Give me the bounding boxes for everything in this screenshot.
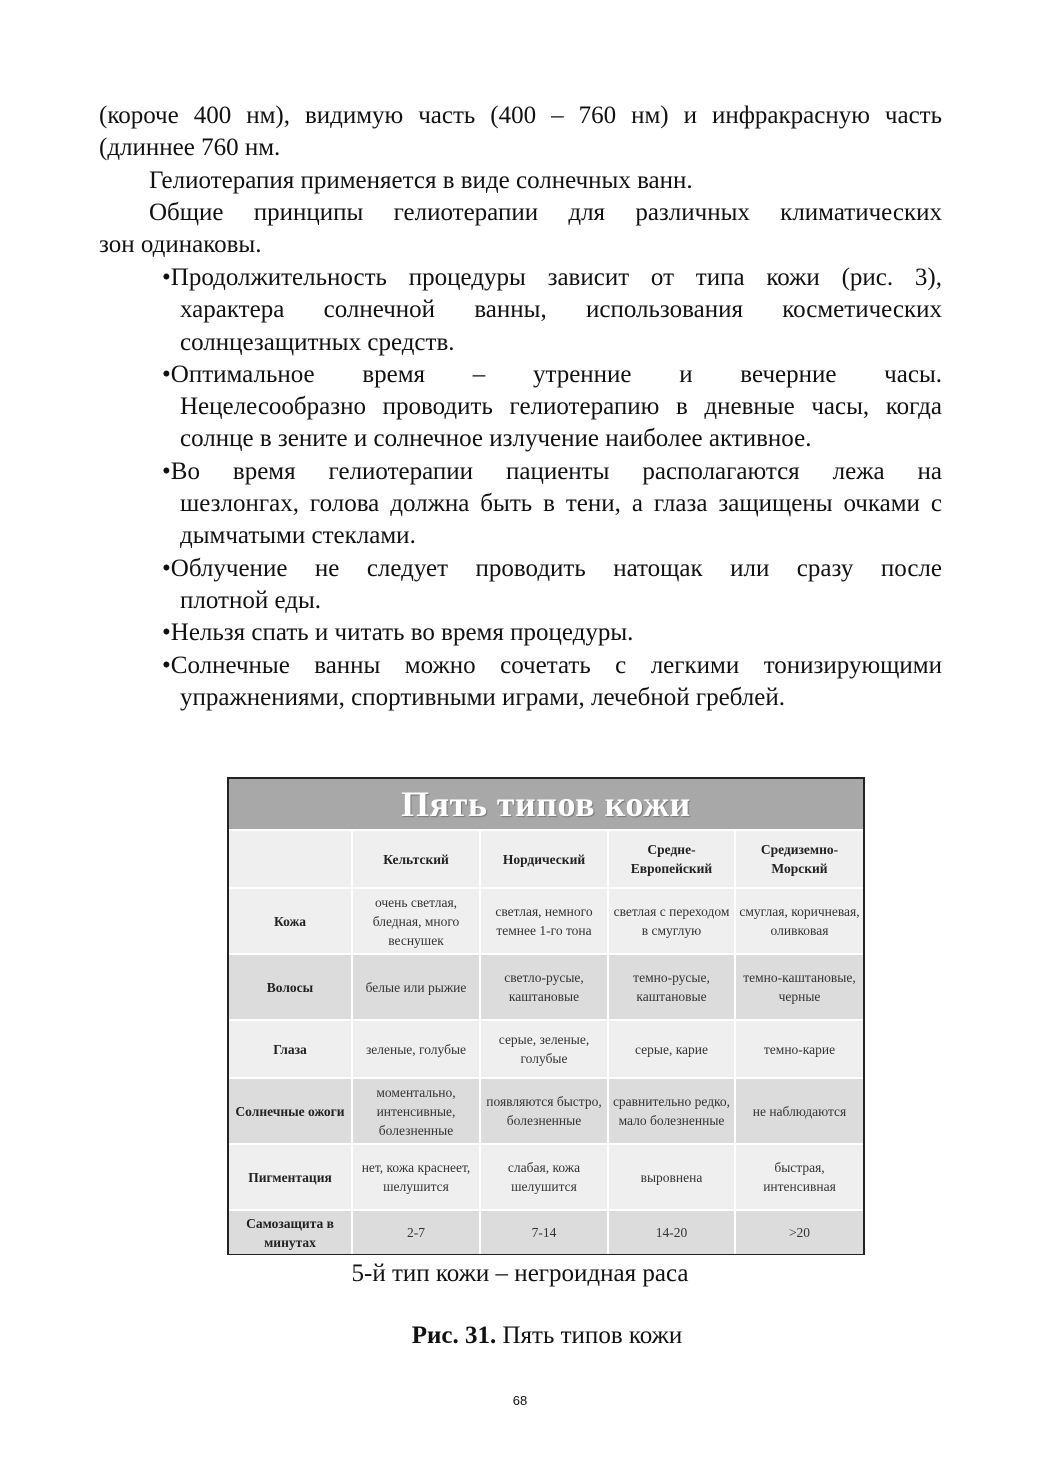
bullet-marker: • [162, 651, 171, 679]
paragraph: Гелиотерапия применяется в виде солнечных ванн. [149, 166, 693, 194]
bullet-marker: • [162, 457, 171, 485]
skin-types-table [229, 829, 863, 1254]
table-header-row [229, 830, 863, 888]
figure-caption [0, 1321, 1040, 1351]
list-item-text: Облучение не следует проводить натощак или сразу после [170, 554, 942, 582]
page-number: 68 [512, 1393, 528, 1408]
table-cell: серые, зеленые, голубые [480, 1020, 608, 1078]
table-row [229, 1020, 863, 1078]
bullet-marker: • [162, 554, 171, 582]
table-cell: 14-20 [608, 1210, 735, 1254]
row-header: Самозащита в минутах [229, 1210, 352, 1254]
list-item [148, 359, 942, 456]
list-item [148, 456, 942, 553]
table-row [229, 1078, 863, 1144]
table-cell: >20 [735, 1210, 863, 1254]
table-cell: светло-русые, каштановые [480, 954, 608, 1020]
table-cell: темно-карие [735, 1020, 863, 1078]
table-row [229, 1144, 863, 1210]
column-header: Средне-Европейский [608, 830, 735, 888]
table-row [229, 1210, 863, 1254]
table-cell: смуглая, коричневая, оливковая [735, 888, 863, 954]
list-item-text: плотной еды. [180, 586, 321, 614]
table-cell: нет, кожа краснеет, шелушится [352, 1144, 480, 1210]
list-item-text: упражнениями, спортивными играми, лечебной греблей. [180, 683, 785, 711]
list-item-text: шезлонгах, голова должна быть в тени, а глаза защищены очками с дымчатыми стеклами. [180, 490, 942, 550]
row-header: Волосы [229, 954, 352, 1020]
table-row [229, 954, 863, 1020]
column-header: Нордический [480, 830, 608, 888]
table-cell: моментально, интенсивные, болезненные [352, 1078, 480, 1144]
paragraph-line: зон одинаковы. [99, 231, 262, 259]
body-text-top [99, 100, 942, 261]
list-item [148, 553, 942, 618]
table-cell: выровнена [608, 1144, 735, 1210]
row-header: Глаза [229, 1020, 352, 1078]
table-cell: 7-14 [480, 1210, 608, 1254]
table-cell: темно-русые, каштановые [608, 954, 735, 1020]
paragraph-line: (короче 400 нм), видимую часть (400 – 760 нм) и инфракрасную часть [99, 102, 942, 129]
figure-caption-text: Пять типов кожи [496, 1322, 683, 1349]
bullet-marker: • [162, 264, 171, 291]
table-cell: 2-7 [352, 1210, 480, 1254]
bullet-list [148, 262, 942, 714]
table-cell: быстрая, интенсивная [735, 1144, 863, 1210]
list-item-text: характера солнечной ванны, использования косметических солнцезащитных средств. [180, 296, 942, 356]
table-cell: светлая, немного темнее 1-го тона [480, 888, 608, 954]
list-item-text: Во время гелиотерапии пациенты располагаются лежа на [170, 457, 942, 485]
figure-note: 5-й тип кожи – негроидная раса [351, 1260, 689, 1287]
table-cell: не наблюдаются [735, 1078, 863, 1144]
table-cell: появляются быстро, болезненные [480, 1078, 608, 1144]
list-item-text: Нельзя спать и читать во время процедуры. [170, 619, 634, 647]
figure-title: Пять типов кожи [229, 779, 863, 829]
bullet-marker: • [162, 619, 171, 647]
list-item-text: Нецелесообразно проводить гелиотерапию в дневные часы, когда солнце в зените и солнечное излучение наиболее активное. [180, 393, 942, 453]
paragraph-line: Общие принципы гелиотерапии для различных климатических [149, 198, 942, 226]
table-cell: серые, карие [608, 1020, 735, 1078]
list-item-text: Оптимальное время – утренние и вечерние часы. [170, 360, 942, 388]
column-header: Средиземно-Морский [735, 830, 863, 888]
list-item [148, 262, 942, 359]
row-header: Пигментация [229, 1144, 352, 1210]
list-item [148, 650, 942, 715]
table-cell: слабая, кожа шелушится [480, 1144, 608, 1210]
list-item-text: Солнечные ванны можно сочетать с легкими тонизирующими [170, 651, 942, 679]
table-cell: темно-каштановые, черные [735, 954, 863, 1020]
table-cell: светлая с переходом в смуглую [608, 888, 735, 954]
skin-types-figure [227, 777, 865, 1255]
table-row [229, 888, 863, 954]
bullet-marker: • [162, 360, 171, 388]
column-header [229, 830, 352, 888]
list-item [148, 617, 942, 649]
table-cell: сравнительно редко, мало болезненные [608, 1078, 735, 1144]
table-cell: белые или рыжие [352, 954, 480, 1020]
table-cell: очень светлая, бледная, много веснушек [352, 888, 480, 954]
row-header: Кожа [229, 888, 352, 954]
figure-caption-label: Рис. 31. [411, 1322, 497, 1349]
column-header: Кельтский [352, 830, 480, 888]
table-cell: зеленые, голубые [352, 1020, 480, 1078]
paragraph-line: (длиннее 760 нм. [99, 134, 281, 162]
row-header: Солнечные ожоги [229, 1078, 352, 1144]
list-item-text: Продолжительность процедуры зависит от типа кожи (рис. 3), [170, 264, 942, 291]
